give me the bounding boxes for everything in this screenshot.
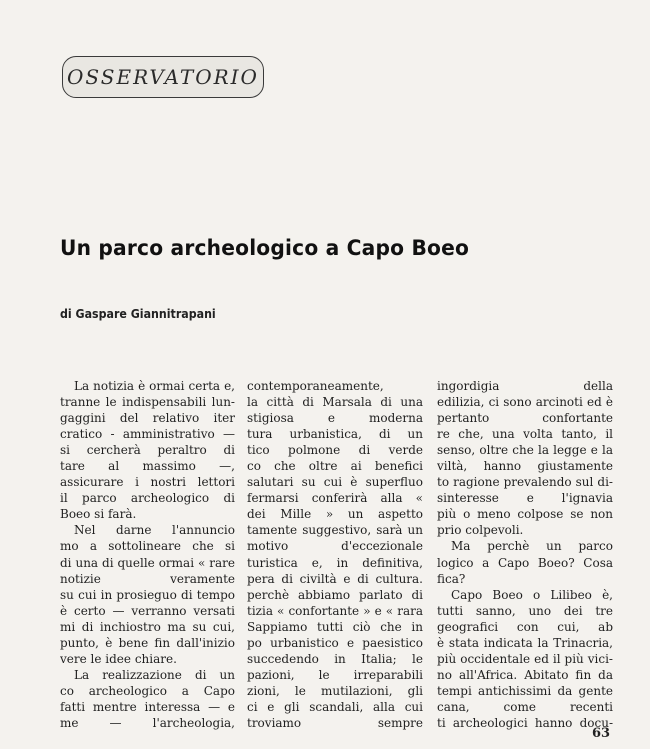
text-line: fatti mentre interessa — e xyxy=(60,699,235,714)
text-column-3 xyxy=(437,378,613,731)
text-line: to ragione prevalendo sul di- xyxy=(437,475,613,490)
text-line: pazioni, le irreparabili xyxy=(247,667,423,682)
section-label-box xyxy=(62,56,264,98)
text-line: La realizzazione di un xyxy=(74,667,235,682)
text-line: senso, oltre che la legge e la xyxy=(437,443,613,458)
text-line: no all'Africa. Abitato fin da xyxy=(437,667,613,682)
text-line: fica? xyxy=(437,571,466,586)
text-line: notizie veramente xyxy=(60,571,235,586)
text-line: co archeologico a Capo xyxy=(60,683,235,698)
text-line: ci e gli scandali, alla cui xyxy=(247,699,423,714)
text-line: tutti sanno, uno dei tre xyxy=(437,603,613,618)
section-label: OSSERVATORIO xyxy=(67,65,259,89)
text-line: più o meno colpose se non xyxy=(437,507,613,522)
text-line: La notizia è ormai certa e, xyxy=(74,379,235,393)
text-line: Capo Boeo o Lilibeo è, xyxy=(451,587,613,602)
text-line: sinteresse e l'ignavia xyxy=(437,491,613,506)
text-line: su cui in prosieguo di tempo xyxy=(60,587,235,602)
text-line: punto, è bene fin dall'inizio xyxy=(60,635,235,650)
text-line: contemporaneamente, xyxy=(247,379,384,393)
text-line: co che oltre ai benefici xyxy=(247,459,423,474)
text-line: tizia « confortante » e « rara xyxy=(247,603,423,618)
text-line: re che, una volta tanto, il xyxy=(437,427,613,442)
text-line: gaggini del relativo iter xyxy=(60,411,235,426)
text-line: assicurare i nostri lettori xyxy=(60,475,235,490)
text-line: ingordigia della xyxy=(437,379,613,393)
text-line: zioni, le mutilazioni, gli xyxy=(247,683,423,698)
text-line: tico polmone di verde xyxy=(247,443,423,458)
text-line: turistica e, in definitiva, xyxy=(247,555,423,570)
article-byline: di Gaspare Giannitrapani xyxy=(60,307,216,321)
article-title: Un parco archeologico a Capo Boeo xyxy=(60,236,470,261)
text-line: dei Mille » un aspetto xyxy=(247,507,423,522)
text-line: geografici con cui, ab xyxy=(437,619,613,634)
text-line: succedendo in Italia; le xyxy=(247,651,423,666)
text-line: motivo d'eccezionale xyxy=(247,539,423,554)
text-line: tranne le indispensabili lun- xyxy=(60,395,235,410)
text-line: tamente suggestivo, sarà un xyxy=(247,523,423,538)
text-line: tura urbanistica, di un xyxy=(247,427,423,442)
text-line: vere le idee chiare. xyxy=(60,651,177,666)
text-line: cana, come recenti xyxy=(437,699,613,714)
text-line: stigiosa e moderna xyxy=(247,411,423,426)
text-line: Ma perchè un parco xyxy=(451,539,613,554)
text-line: logico a Capo Boeo? Cosa xyxy=(437,555,613,570)
text-line: pera di civiltà e di cultura. xyxy=(247,571,423,586)
text-line: perchè abbiamo parlato di xyxy=(247,587,423,602)
text-line: ti archeologici hanno docu- xyxy=(437,715,613,730)
text-line: si cercherà peraltro di xyxy=(60,443,235,458)
text-line: tare al massimo —, xyxy=(60,459,235,474)
text-line: è certo — verranno versati xyxy=(60,603,235,618)
text-line: mi di inchiostro ma su cui, xyxy=(60,619,235,634)
page-number: 63 xyxy=(592,726,611,741)
text-line: tempi antichissimi da gente xyxy=(437,683,613,698)
text-line: prio colpevoli. xyxy=(437,523,524,538)
text-line: salutari su cui è superfluo xyxy=(247,475,423,490)
text-line: Boeo si farà. xyxy=(60,507,137,522)
text-line: troviamo sempre xyxy=(247,715,423,730)
text-line: mo a sottolineare che si xyxy=(60,539,235,554)
text-line: edilizia, ci sono arcinoti ed è xyxy=(437,395,613,410)
text-line: Nel darne l'annuncio xyxy=(74,523,235,538)
text-line: me — l'archeologia, xyxy=(60,715,235,730)
text-line: il parco archeologico di xyxy=(60,491,235,506)
text-column-2 xyxy=(247,378,423,731)
text-line: pertanto confortante xyxy=(437,411,613,426)
text-line: po urbanistico e paesistico xyxy=(247,635,423,650)
text-line: fermarsi conferirà alla « xyxy=(247,491,423,506)
text-line: cratico - amministrativo — xyxy=(60,427,235,442)
text-line: di una di quelle ormai « rare xyxy=(60,555,235,570)
text-line: Sappiamo tutti ciò che in xyxy=(247,619,423,634)
text-line: è stata indicata la Trinacria, xyxy=(437,635,613,650)
text-line: viltà, hanno giustamente xyxy=(437,459,613,474)
text-column-1 xyxy=(60,378,235,731)
text-line: più occidentale ed il più vici- xyxy=(437,651,613,666)
text-line: la città di Marsala di una xyxy=(247,395,423,410)
